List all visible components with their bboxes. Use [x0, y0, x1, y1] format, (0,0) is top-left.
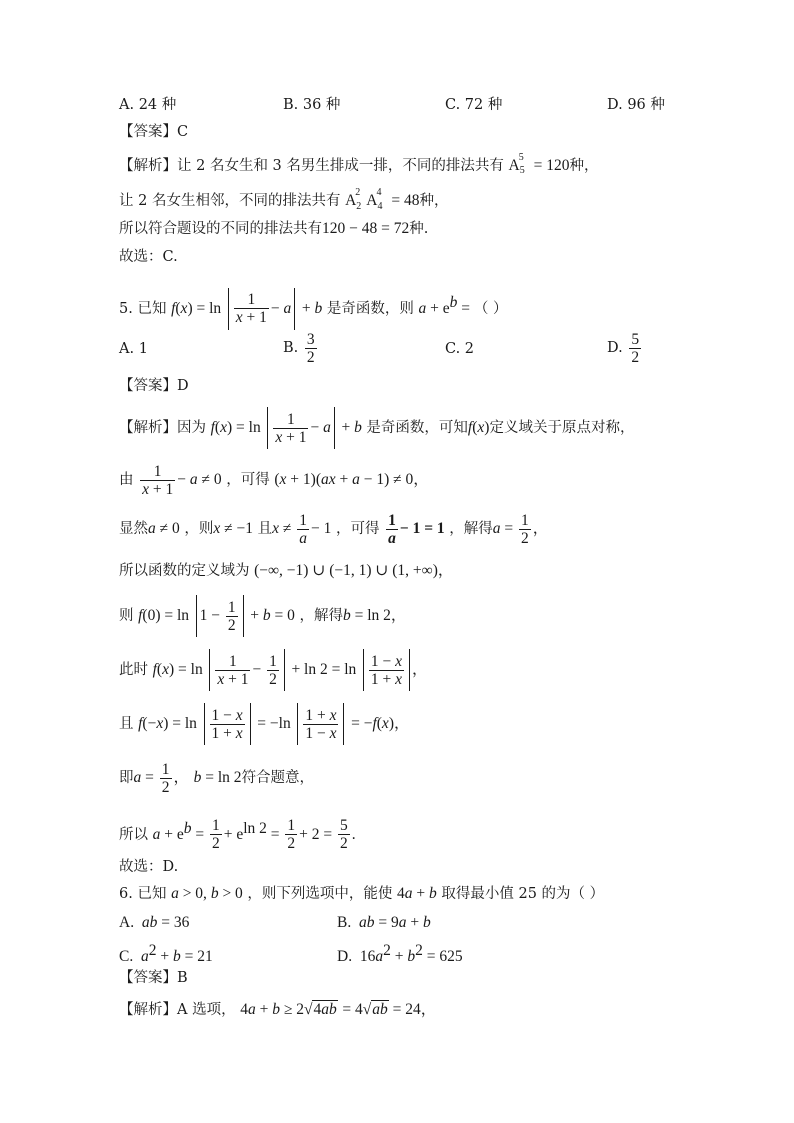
q4-option-b: B. 36 种 — [283, 97, 341, 113]
q5-analysis-line1: 【解析】因为 f(x) = ln $\frac{1}{x + 1}$ − a + b 是奇函数，可知f(x)定义域关于原点对称， — [119, 407, 634, 449]
q5-analysis-line2: 由 $\frac{1}{x + 1}$ − a ≠ 0 ，可得 (x + 1)(ax + a − 1) ≠ 0， — [119, 462, 429, 498]
q4-option-c: C. 72 种 — [445, 97, 503, 113]
q5-analysis-line4: 所以函数的定义域为 (−∞, −1) ∪ (−1, 1) ∪ (1, +∞)， — [119, 562, 454, 579]
q6-option-c: C. $a^2 + b = 21$ — [119, 942, 213, 965]
q6-option-d: D. $16a^2 + b^2 = 625$ — [337, 942, 463, 965]
q6-analysis-line1: 【解析】A 选项， 4a + b ≥ 2√4ab = 4√ab = 24， — [119, 1001, 437, 1018]
q4-option-d: D. 96 种 — [607, 97, 665, 113]
q4-choose: 故选：C. — [119, 249, 178, 265]
q5-option-a: A. 1 — [119, 341, 148, 357]
q5-option-b: B. $\frac{3}{2}$ — [283, 330, 315, 366]
q4-analysis-line3: 所以符合题设的不同的排法共有120 − 48 = 72种. — [119, 220, 429, 237]
q5-option-c: C. 2 — [445, 341, 475, 357]
q5-analysis-line3: 显然a ≠ 0 ，则x ≠ −1 且x ≠ $\frac{1}{a}$ − 1 ，可得 $\frac{1}{a}$ − 1 = 1 ，解得a = $\frac{1}{2}$ ， — [119, 511, 549, 547]
q5-analysis-line9: 所以 $a + e^b$ = $\frac{1}{2}$ + $e^{ln 2}$ = $\frac{1}{2}$ + 2 = $\frac{5}{2}$ . — [119, 817, 356, 853]
q6-option-b: B. ab = 9a + b — [337, 914, 431, 931]
q5-stem: 5. 已知 f(x) = ln $\frac{1}{x + 1}$ − a + b 是奇函数，则 $a + e^b$ = （ ） — [119, 282, 507, 330]
q5-answer: 【答案】D — [119, 378, 189, 394]
q6-stem: 6. 已知 a > 0, b > 0 ，则下列选项中，能使 4a + b 取得最小值 25 的为（ ） — [119, 885, 605, 902]
q4-option-a: A. 24 种 — [119, 97, 177, 113]
q4-analysis-line2: 让 2 名女生相邻，不同的排法共有 $A_2^2$ $A_4^4 = 48$种， — [119, 187, 449, 213]
q5-analysis-line8: 即a = $\frac{1}{2}$ ， b = ln 2符合题意， — [119, 760, 315, 796]
q5-analysis-line5: 则 f(0) = ln 1 − $\frac{1}{2}$ + b = 0 ，解得b = ln 2， — [119, 595, 406, 637]
q4-answer: 【答案】C — [119, 124, 189, 140]
q5-analysis-line7: 且 f(−x) = ln $\frac{1 - x}{1 + x}$ = −ln $\frac{1 + x}{1 - x}$ = −f(x)， — [119, 703, 409, 745]
q6-answer: 【答案】B — [119, 970, 188, 986]
q6-option-a: A. ab = 36 — [119, 914, 190, 931]
q5-choose: 故选：D. — [119, 859, 179, 875]
q5-option-d: D. $\frac{5}{2}$ — [607, 330, 640, 366]
q5-analysis-line6: 此时 f(x) = ln $\frac{1}{x + 1}$ − $\frac{1}{2}$ + ln 2 = ln $\frac{1 - x}{1 + x}$ ， — [119, 649, 428, 691]
q4-analysis-line1: 【解析】让 2 名女生和 3 名男生排成一排，不同的排法共有 $A_5^5 = 120$种， — [119, 152, 599, 177]
